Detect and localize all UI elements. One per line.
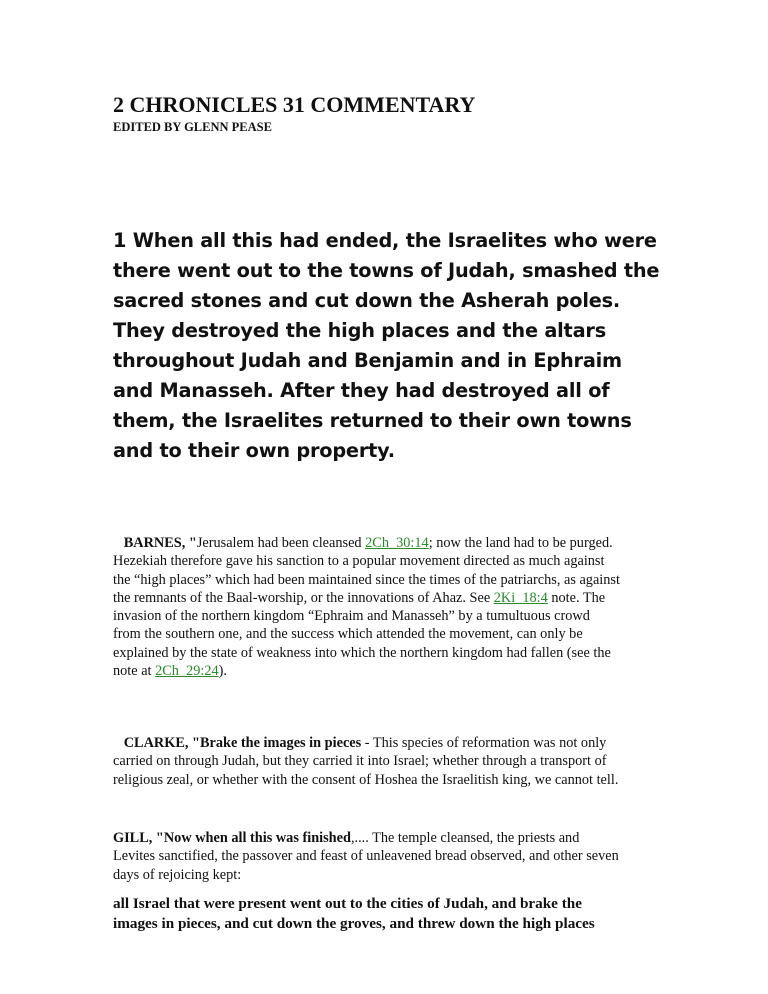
text: days of rejoicing kept: (113, 866, 242, 883)
commentator-label: CLARKE, "Brake the images in pieces (123, 735, 362, 751)
text: note. The (547, 589, 606, 606)
commentator-label: BARNES, " (123, 535, 197, 551)
bold-text: images in pieces, and cut down the groves, and threw down the high places (113, 914, 595, 932)
text: the remnants of the Baal-worship, or the innovations of Ahaz. See (113, 589, 494, 606)
text: the “high places” which had been maintained since the times of the patriarchs, as against (113, 571, 620, 588)
scripture-link[interactable]: 2Ki_18:4 (493, 589, 548, 606)
text: ; now the land had to be purged. (428, 535, 613, 551)
text: ,.... The temple cleansed, the priests and (350, 830, 580, 846)
verse-line: them, the Israelites returned to their own towns (113, 409, 632, 432)
scripture-link[interactable]: 2Ch_29:24 (155, 663, 219, 680)
text: note at (113, 663, 156, 680)
commentator-label: GILL, "Now when all this was finished (113, 830, 351, 846)
text: explained by the state of weakness into which the northern kingdom had fallen (see the (113, 644, 611, 661)
verse-line: throughout Judah and Benjamin and in Ephraim (113, 349, 622, 372)
verse-line: and Manasseh. After they had destroyed all of (113, 379, 610, 402)
verse-line: there went out to the towns of Judah, smashed the (113, 259, 660, 282)
text: - This species of reformation was not only (361, 735, 607, 751)
verse-line: They destroyed the high places and the altars (113, 319, 606, 342)
text: Hezekiah therefore gave his sanction to a popular movement directed as much against (113, 553, 605, 570)
text: carried on through Judah, but they carried it into Israel; whether through a transport of (113, 753, 607, 770)
barnes-commentary (113, 534, 620, 680)
text: religious zeal, or whether with the consent of Hoshea the Israelitish king, we cannot tell. (113, 771, 619, 788)
bold-text: all Israel that were present went out to the cities of Judah, and brake the (113, 894, 582, 912)
clarke-commentary (113, 734, 618, 789)
text: ). (218, 663, 227, 680)
text: from the southern one, and the success which attended the movement, can only be (113, 626, 583, 643)
scripture-link[interactable]: 2Ch_30:14 (365, 535, 429, 551)
page-subtitle: EDITED BY GLENN PEASE (113, 120, 272, 134)
verse-line: and to their own property. (113, 439, 395, 462)
verse-line: sacred stones and cut down the Asherah poles. (113, 289, 621, 312)
verse-text (113, 226, 659, 466)
text: invasion of the northern kingdom “Ephraim and Manasseh” by a tumultuous crowd (113, 608, 590, 625)
page-title: 2 CHRONICLES 31 COMMENTARY (113, 92, 476, 117)
text: Levites sanctified, the passover and feast of unleavened bread observed, and other seven (113, 848, 619, 865)
gill-commentary (113, 829, 619, 934)
verse-line: 1 When all this had ended, the Israelites who were (113, 229, 657, 252)
text: Jerusalem had been cleansed (196, 535, 366, 551)
